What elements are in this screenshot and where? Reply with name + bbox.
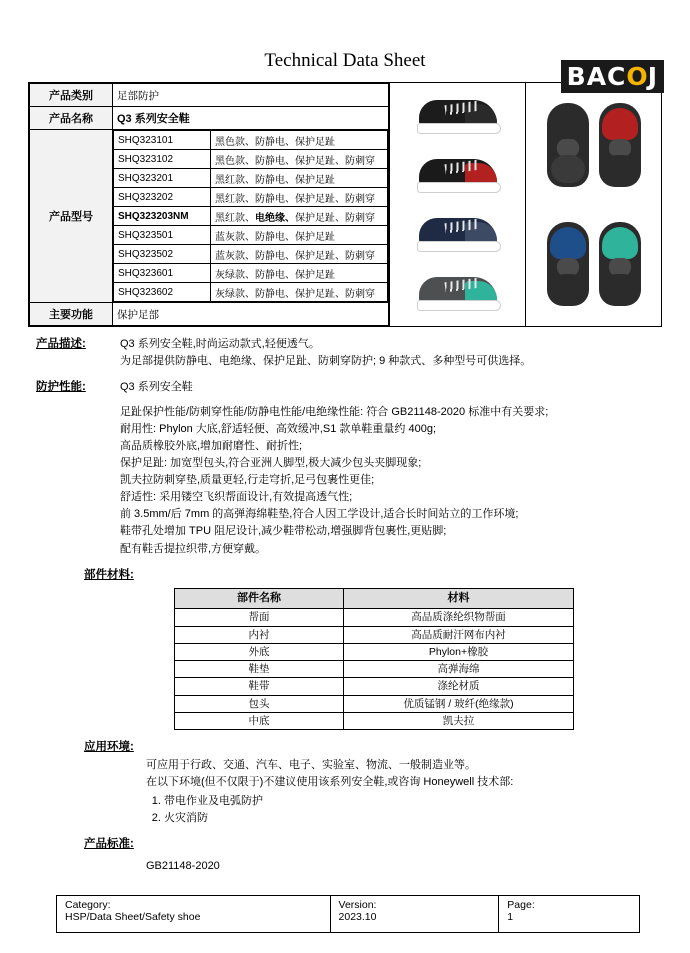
table-row <box>114 226 388 245</box>
model-code: SHQ323101 <box>114 131 211 150</box>
model-code: SHQ323602 <box>114 283 211 302</box>
materials-section <box>28 567 662 731</box>
product-photos <box>389 83 661 326</box>
protection-line: 凯夫拉防刺穿垫,质量更轻,行走穹折,足弓包裹性更佳; <box>120 474 375 487</box>
table-row <box>114 207 388 226</box>
protection-section <box>28 379 662 557</box>
table-row <box>114 131 388 150</box>
footer-page-key: Page: <box>507 899 535 911</box>
logo-text-tail: J <box>647 62 658 91</box>
protection-line: 舒适性: 采用镂空飞织帮面设计,有效提高透气性; <box>120 491 353 504</box>
model-code: SHQ323202 <box>114 188 211 207</box>
table-row <box>30 303 389 326</box>
sole-photo-column <box>525 83 661 326</box>
model-label: 产品型号 <box>30 130 113 303</box>
table-row <box>175 626 574 643</box>
table-row <box>175 643 574 660</box>
table-row <box>30 130 389 303</box>
material-value: 高品质耐汗网布内衬 <box>344 626 574 643</box>
model-desc-bold: 电绝缘、 <box>255 212 295 224</box>
shoe-grey-green-photo <box>415 271 501 315</box>
model-desc: 灰绿款、防静电、保护足趾、防刺穿 <box>211 283 388 302</box>
product-info-block <box>28 82 662 327</box>
environment-title: 应用环境: <box>84 741 134 754</box>
table-row <box>114 264 388 283</box>
model-list-table <box>113 130 388 302</box>
description-line-2: 为足部提供防静电、电绝缘、保护足趾、防刺穿防护; 9 种款式、多种型号可供选择。 <box>120 355 532 368</box>
environment-body <box>146 757 662 827</box>
list-item: 1. 带电作业及电弧防护 <box>164 793 662 810</box>
footer-version <box>331 896 500 932</box>
sole-teal-photo <box>599 222 641 306</box>
footer-page-value: 1 <box>507 911 514 923</box>
material-value: 高品质涤纶织物帮面 <box>344 609 574 626</box>
description-title: 产品描述: <box>36 338 86 350</box>
model-desc: 黑色款、防静电、保护足趾、防刺穿 <box>211 150 388 169</box>
materials-table-wrap <box>174 588 662 730</box>
protection-line: 高品质橡胶外底,增加耐磨性、耐折性; <box>120 440 303 453</box>
material-part: 鞋带 <box>175 678 344 695</box>
document-page <box>0 50 690 953</box>
model-desc: 蓝灰款、防静电、保护足趾、防刺穿 <box>211 245 388 264</box>
material-part: 外底 <box>175 643 344 660</box>
document-footer <box>56 895 640 933</box>
model-desc: 黑色款、防静电、保护足趾 <box>211 131 388 150</box>
standard-title: 产品标准: <box>84 838 134 851</box>
model-desc: 黑红款、防静电、保护足趾、防刺穿 <box>211 188 388 207</box>
protection-body <box>120 379 662 557</box>
model-desc: 黑红款、防静电、保护足趾 <box>211 169 388 188</box>
product-info-table <box>29 83 389 326</box>
description-line-1: Q3 系列安全鞋,时尚运动款式,轻便透气。 <box>120 338 320 350</box>
footer-category-key: Category: <box>65 899 111 911</box>
logo-text-main: BAC <box>566 62 627 91</box>
material-part: 内衬 <box>175 626 344 643</box>
model-desc-part1: 黑红款、 <box>215 212 255 224</box>
protection-line: 前 3.5mm/后 7mm 的高弹海绵鞋垫,符合人因工学设计,适合长时间站立的工作环境; <box>120 508 519 521</box>
category-label: 产品类别 <box>30 84 113 107</box>
shoe-photo-column <box>390 83 525 326</box>
table-row <box>114 169 388 188</box>
protection-line: 配有鞋舌提拉织带,方便穿戴。 <box>120 542 267 555</box>
materials-header-part: 部件名称 <box>175 589 344 609</box>
material-part: 包头 <box>175 695 344 712</box>
table-row <box>30 84 389 107</box>
footer-page <box>499 896 639 932</box>
footer-version-value: 2023.10 <box>338 911 377 923</box>
table-row <box>175 695 574 712</box>
shoe-black-red-photo <box>415 153 501 197</box>
model-desc: 蓝灰款、防静电、保护足趾 <box>211 226 388 245</box>
model-code: SHQ323201 <box>114 169 211 188</box>
protection-subtitle: Q3 系列安全鞋 <box>120 381 193 394</box>
material-value: 凯夫拉 <box>344 713 574 730</box>
protection-line: 耐用性: Phylon 大底,舒适轻便、高效缓冲,S1 款单鞋重量约 400g; <box>120 423 437 436</box>
brand-logo <box>561 60 664 93</box>
description-body <box>120 336 662 370</box>
footer-category-value: HSP/Data Sheet/Safety shoe <box>65 911 201 923</box>
materials-table <box>174 588 574 730</box>
sole-red-photo <box>599 103 641 187</box>
model-code: SHQ323601 <box>114 264 211 283</box>
description-section <box>28 336 662 370</box>
protection-line: 鞋带孔处增加 TPU 阻尼设计,减少鞋带松动,增强脚背包裹性,更贴脚; <box>120 525 447 538</box>
protection-line: 保护足趾: 加宽型包头,符合亚洲人脚型,极大减少包头夹脚现象; <box>120 457 422 470</box>
material-value: 高弹海绵 <box>344 661 574 678</box>
function-label: 主要功能 <box>30 303 113 326</box>
table-row <box>114 188 388 207</box>
table-row <box>175 713 574 730</box>
environment-list <box>146 793 662 827</box>
category-value: 足部防护 <box>113 84 389 107</box>
table-row <box>114 150 388 169</box>
protection-line: 足趾保护性能/防刺穿性能/防静电性能/电绝缘性能: 符合 GB21148-2020 标准中有关要求; <box>120 406 549 419</box>
material-part: 鞋垫 <box>175 661 344 678</box>
name-value: Q3 系列安全鞋 <box>113 107 389 130</box>
model-code: SHQ323102 <box>114 150 211 169</box>
sole-blue-photo <box>547 222 589 306</box>
model-code: SHQ323502 <box>114 245 211 264</box>
material-value: 优质锰钢 / 玻纤(绝缘款) <box>344 695 574 712</box>
logo-box <box>561 60 664 93</box>
logo-accent-letter: O <box>626 62 648 91</box>
table-row <box>175 678 574 695</box>
material-part: 帮面 <box>175 609 344 626</box>
model-desc: 灰绿款、防静电、保护足趾 <box>211 264 388 283</box>
list-item: 2. 火灾消防 <box>164 810 662 827</box>
footer-version-key: Version: <box>338 899 377 911</box>
model-code: SHQ323203NM <box>114 207 211 226</box>
table-row <box>175 661 574 678</box>
model-desc-part2: 保护足趾、防刺穿 <box>295 212 375 224</box>
protection-title: 防护性能: <box>36 381 86 394</box>
model-code: SHQ323501 <box>114 226 211 245</box>
sole-black-photo <box>547 103 589 187</box>
model-desc <box>211 207 388 226</box>
environment-line-2: 在以下环境(但不仅限于)不建议使用该系列安全鞋,或咨询 Honeywell 技术部: <box>146 776 514 789</box>
material-value: 涤纶材质 <box>344 678 574 695</box>
materials-header-material: 材料 <box>344 589 574 609</box>
function-value: 保护足部 <box>113 303 389 326</box>
shoe-black-photo <box>415 94 501 138</box>
material-part: 中底 <box>175 713 344 730</box>
shoe-blue-grey-photo <box>415 212 501 256</box>
environment-section <box>28 739 662 827</box>
table-row <box>30 107 389 130</box>
table-row <box>114 283 388 302</box>
materials-title: 部件材料: <box>84 568 134 581</box>
name-label: 产品名称 <box>30 107 113 130</box>
standard-section <box>28 836 662 875</box>
table-header-row <box>175 589 574 609</box>
environment-line-1: 可应用于行政、交通、汽车、电子、实验室、物流、一般制造业等。 <box>146 759 476 772</box>
table-row <box>114 245 388 264</box>
standard-value: GB21148-2020 <box>146 860 220 873</box>
table-row <box>175 609 574 626</box>
footer-category <box>57 896 331 932</box>
page-title: Technical Data Sheet <box>264 50 426 71</box>
material-value: Phylon+橡胶 <box>344 643 574 660</box>
